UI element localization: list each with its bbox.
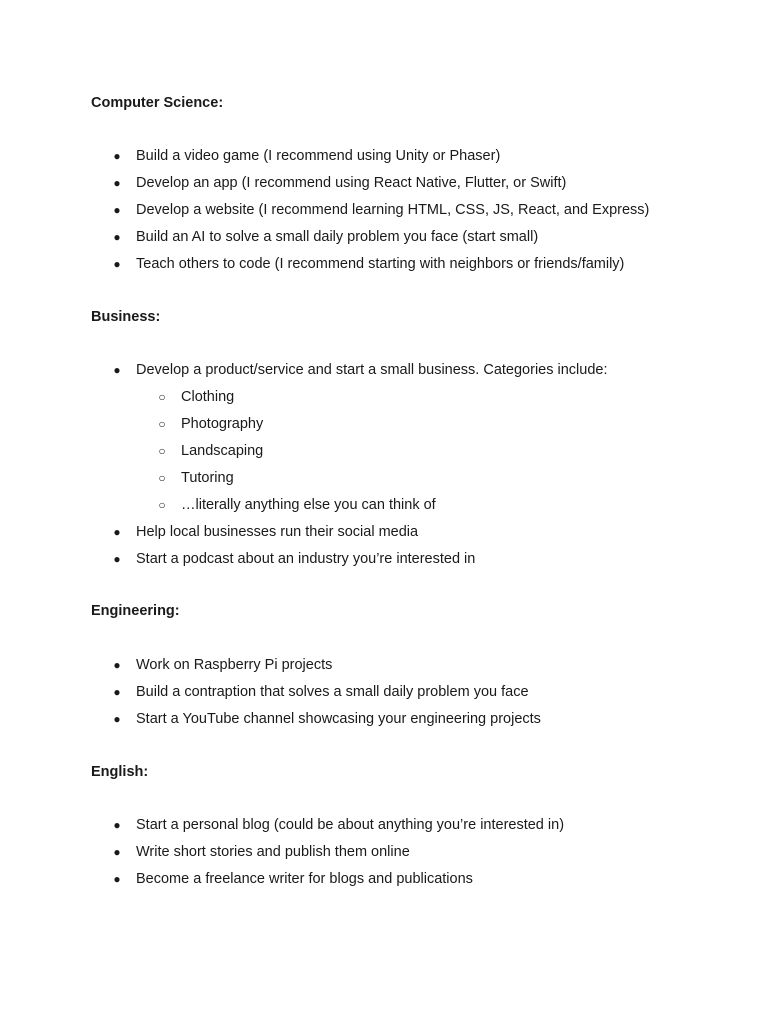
list-item-text: Start a personal blog (could be about anything you’re interested in) <box>136 817 565 833</box>
list-item <box>0 870 768 897</box>
list-item <box>0 201 768 228</box>
hollow-bullet-icon: ○ <box>158 417 166 431</box>
sub-list-item <box>0 442 768 469</box>
list-item <box>0 523 768 550</box>
sub-list-item <box>0 415 768 442</box>
list-item <box>0 683 768 710</box>
heading-business: Business: <box>91 309 161 325</box>
list-item-text: Develop a product/service and start a small business. Categories include: <box>136 362 608 378</box>
engineering-list <box>0 656 768 737</box>
list-item <box>0 656 768 683</box>
english-list <box>0 816 768 897</box>
sub-list-item-text: Landscaping <box>181 443 264 459</box>
list-item-text: Write short stories and publish them online <box>136 844 410 860</box>
computer-science-list <box>0 147 768 282</box>
list-item-text: Start a podcast about an industry you’re interested in <box>136 551 476 567</box>
sub-list-item-text: Tutoring <box>181 470 234 486</box>
sub-list-item <box>0 496 768 523</box>
list-item-text: Become a freelance writer for blogs and publications <box>136 871 473 887</box>
list-item-text: Develop a website (I recommend learning HTML, CSS, JS, React, and Express) <box>136 202 650 218</box>
list-item <box>0 843 768 870</box>
bullet-icon: ● <box>113 257 121 271</box>
bullet-icon: ● <box>113 818 121 832</box>
bullet-icon: ● <box>113 845 121 859</box>
hollow-bullet-icon: ○ <box>158 390 166 404</box>
sub-list-item-text: Photography <box>181 416 264 432</box>
bullet-icon: ● <box>113 658 121 672</box>
heading-computer-science: Computer Science: <box>91 95 224 111</box>
bullet-icon: ● <box>113 712 121 726</box>
list-item <box>0 174 768 201</box>
bullet-icon: ● <box>113 230 121 244</box>
list-item-text: Work on Raspberry Pi projects <box>136 657 333 673</box>
sub-list-item <box>0 469 768 496</box>
heading-engineering: Engineering: <box>91 603 180 619</box>
bullet-icon: ● <box>113 872 121 886</box>
list-item <box>0 710 768 737</box>
bullet-icon: ● <box>113 685 121 699</box>
list-item-text: Develop an app (I recommend using React Native, Flutter, or Swift) <box>136 175 567 191</box>
hollow-bullet-icon: ○ <box>158 498 166 512</box>
list-item <box>0 816 768 843</box>
sub-list-item-text: Clothing <box>181 389 235 405</box>
sub-list-item <box>0 388 768 415</box>
list-item <box>0 228 768 255</box>
business-list <box>0 361 768 577</box>
list-item-text: Help local businesses run their social media <box>136 524 419 540</box>
list-item <box>0 361 768 388</box>
bullet-icon: ● <box>113 552 121 566</box>
heading-english: English: <box>91 764 149 780</box>
hollow-bullet-icon: ○ <box>158 444 166 458</box>
list-item <box>0 147 768 174</box>
list-item-text: Start a YouTube channel showcasing your engineering projects <box>136 711 541 727</box>
bullet-icon: ● <box>113 176 121 190</box>
sub-list-item-text: …literally anything else you can think of <box>181 497 436 513</box>
list-item-text: Build a contraption that solves a small daily problem you face <box>136 684 529 700</box>
bullet-icon: ● <box>113 203 121 217</box>
list-item <box>0 550 768 577</box>
list-item <box>0 255 768 282</box>
bullet-icon: ● <box>113 149 121 163</box>
hollow-bullet-icon: ○ <box>158 471 166 485</box>
list-item-text: Build a video game (I recommend using Unity or Phaser) <box>136 148 501 164</box>
bullet-icon: ● <box>113 525 121 539</box>
list-item-text: Teach others to code (I recommend starting with neighbors or friends/family) <box>136 256 625 272</box>
list-item-text: Build an AI to solve a small daily problem you face (start small) <box>136 229 539 245</box>
bullet-icon: ● <box>113 363 121 377</box>
